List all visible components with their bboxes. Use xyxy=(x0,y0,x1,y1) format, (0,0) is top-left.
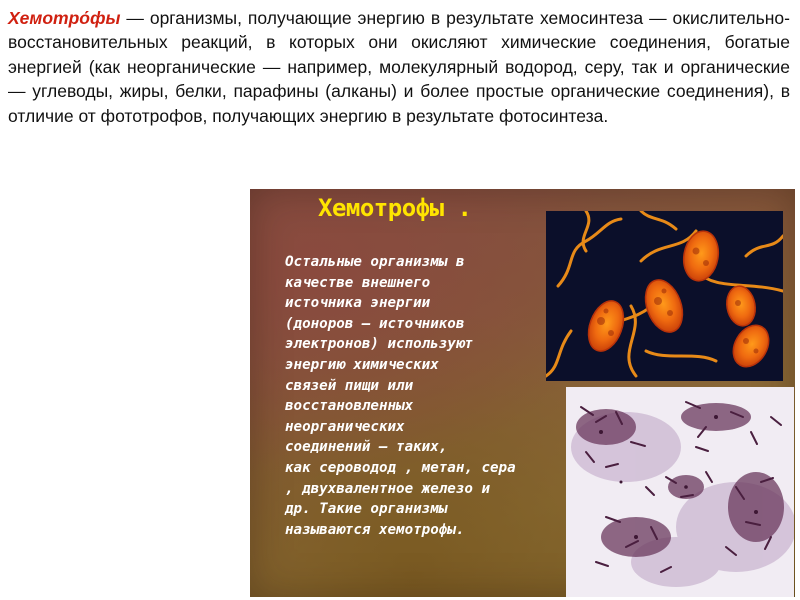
slide-panel xyxy=(250,189,795,597)
intro-text: — организмы, получающие энергию в результате хемосинтеза — окислительно-восстановительных реакций, в которых они окисляют химические соединения, богатые энергией (как неорганические — например, молекулярный водород, серу, так и органические — углеводы, жиры, белки, парафины (алканы) и более простые органические соединения), в отличие от фототрофов, получающих энергию в результате фотосинтеза. xyxy=(8,8,790,126)
microscope-photo xyxy=(566,387,794,597)
slide-title: Хемотрофы . xyxy=(318,194,472,222)
bacteria-illustration xyxy=(546,211,783,381)
microscope-illustration xyxy=(566,387,794,597)
bacteria-photo xyxy=(546,211,783,381)
intro-paragraph xyxy=(8,6,790,128)
slide-body-text: Остальные организмы в качестве внешнего источника энергии (доноров — источников электронов) используют энергию химических связей пищи или восстановленных неорганических соединений — таких, как сероводод , метан, сера , двухвалентное железо и др. Такие организмы называются хемотрофы. xyxy=(285,254,516,538)
intro-term: Хемотро́фы xyxy=(8,8,121,28)
